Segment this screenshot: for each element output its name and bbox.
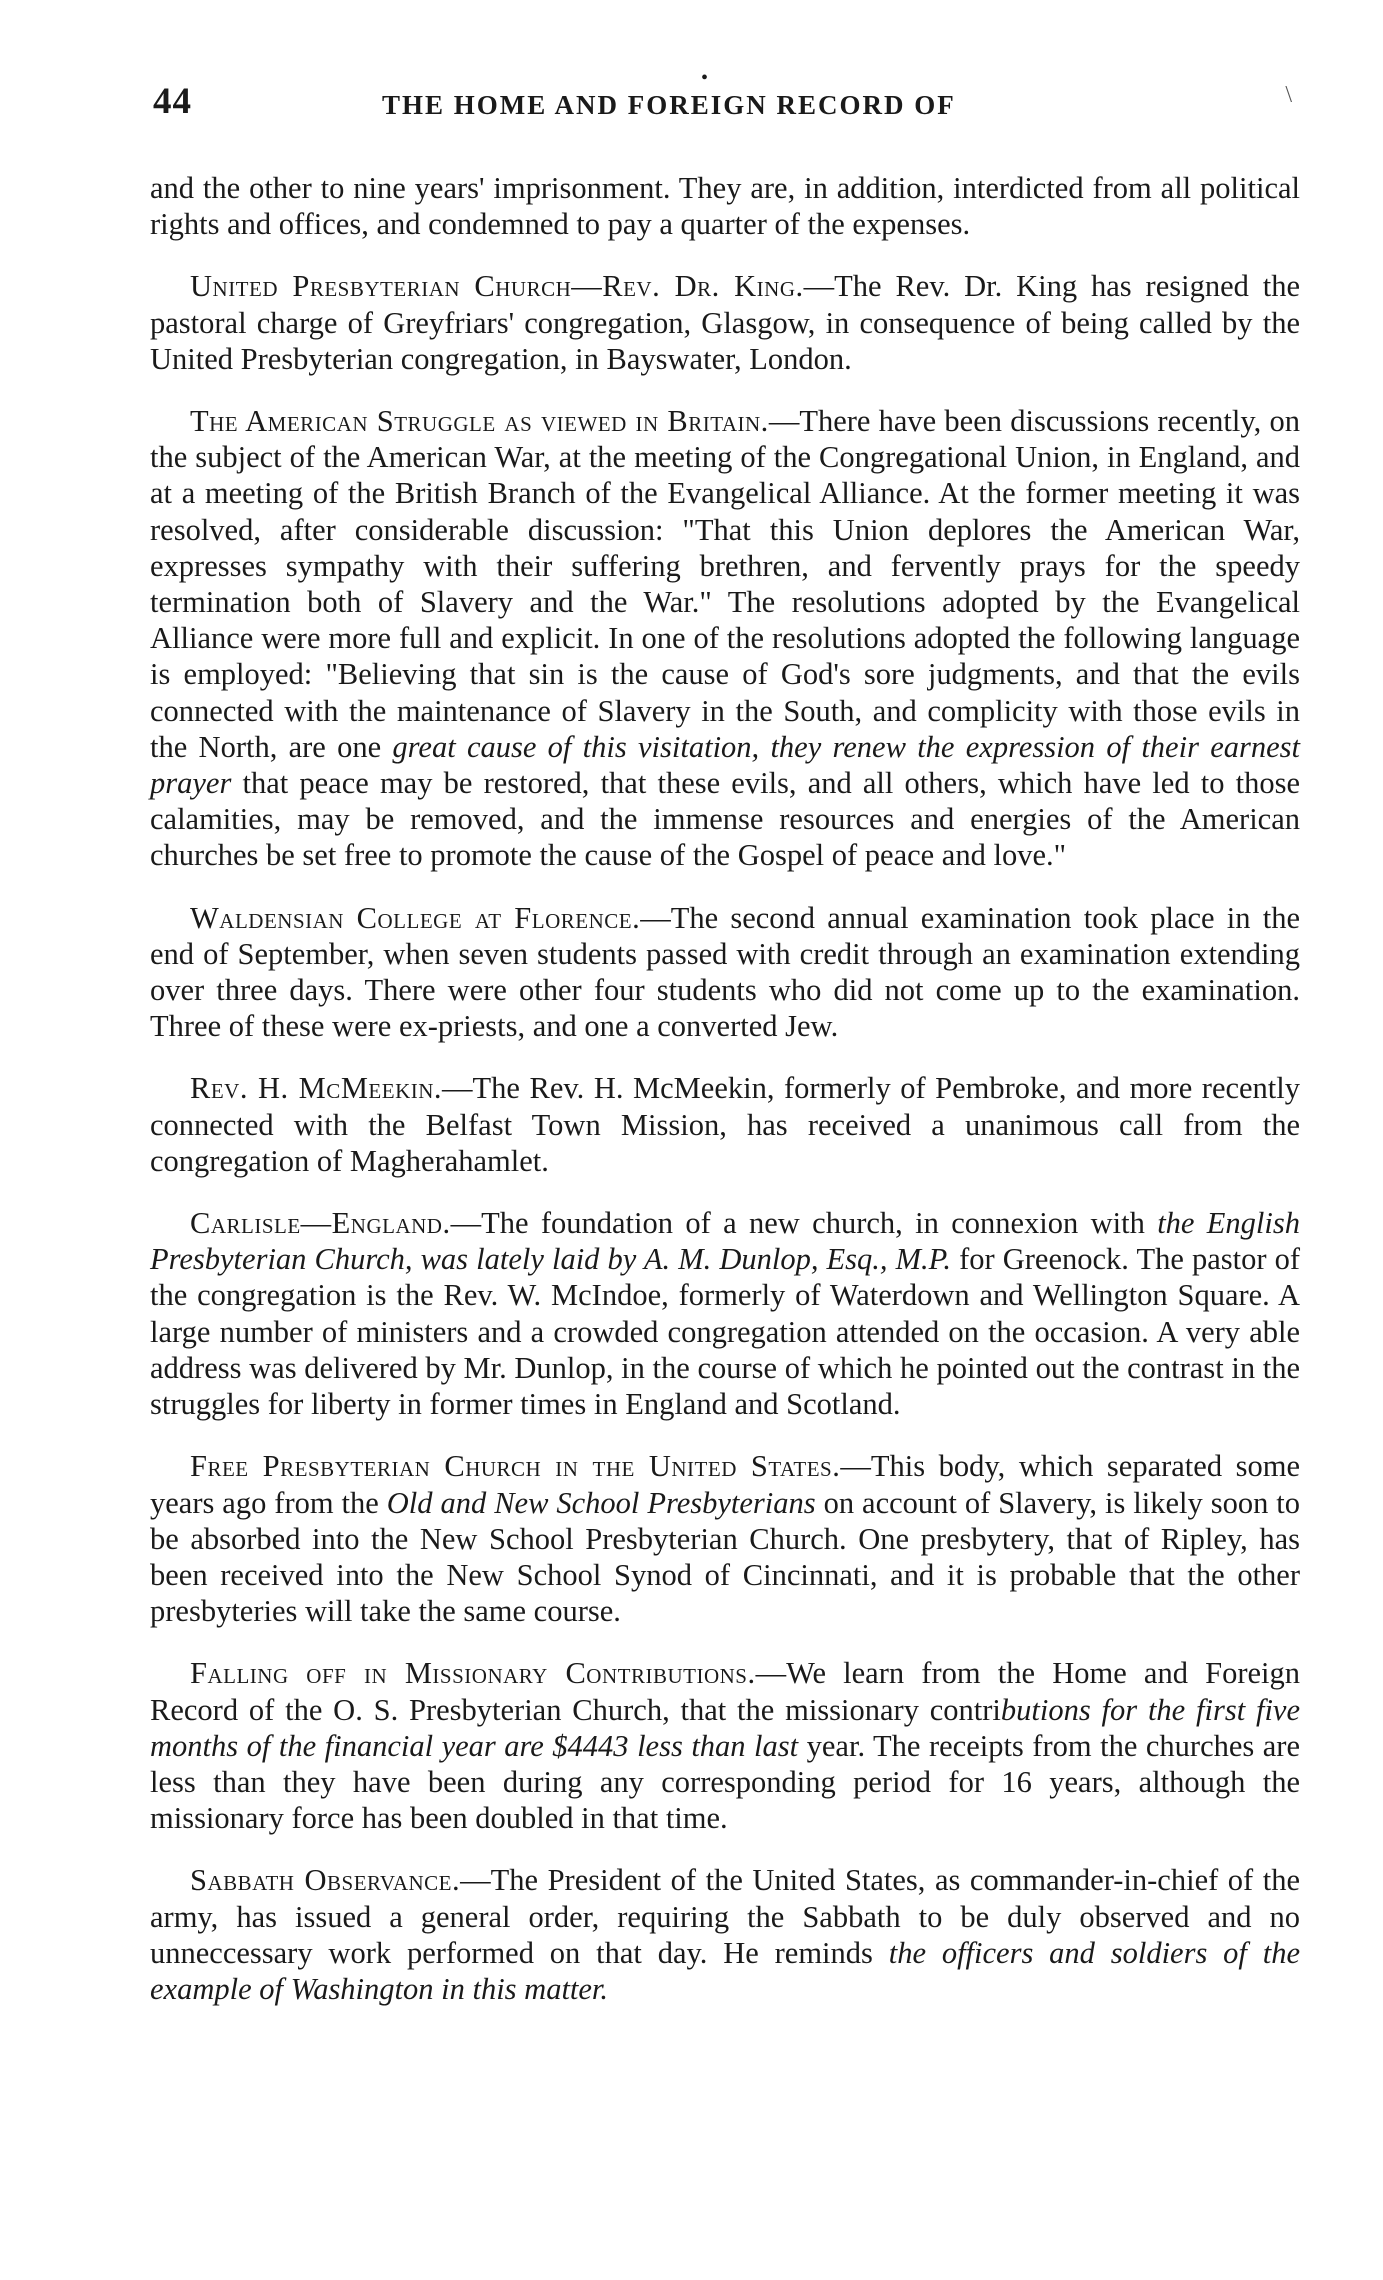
- paragraph-italic-text: Old and New School Presbyterians: [386, 1485, 816, 1520]
- corner-mark: \: [1285, 82, 1292, 108]
- paragraph-waldensian-college: [150, 900, 1300, 1045]
- paragraph-heading: The American Struggle as viewed in Britain.: [190, 404, 769, 439]
- paragraph-continuation: [150, 170, 1300, 242]
- paragraph-heading: Sabbath Observance.: [190, 1863, 461, 1898]
- paragraph-heading: Carlisle—England.: [190, 1206, 451, 1241]
- paragraph-text: —We learn from the Home and Foreign Record of the O. S. Presbyterian Church, that the missionary contri: [150, 1656, 1301, 1727]
- paragraph-text: —This body, which separated some years ago from the: [150, 1449, 1300, 1520]
- running-head: THE HOME AND FOREIGN RECORD OF: [382, 90, 956, 120]
- paragraph-text: —The President of the United States, as commander-in-chief of the army, has issued a general order, requiring the Sabbath to be duly observed and no unneccessary work performed on that day. He reminds: [150, 1863, 1301, 1970]
- paragraph-heading: Rev. H. McMeekin.: [190, 1071, 443, 1106]
- paragraph-text: on account of Slavery, is likely soon to be absorbed into the New School Presbyterian Church. One presbytery, that of Ripley, has been received into the New School Synod of Cincinnati, and it is probable that the other presbyteries will take the same course.: [150, 1485, 1301, 1629]
- paragraph-carlisle: [150, 1205, 1300, 1422]
- paragraph-italic-text: the officers and soldiers of the example of Washington in this matter.: [150, 1935, 1300, 2006]
- paragraph-american-struggle: [150, 403, 1300, 874]
- paragraph-text: —There have been discussions recently, on the subject of the American War, at the meeting of the Congregational Union, in England, and at a meeting of the British Branch of the Evangelical Alliance. At the former meeting it was resolved, after considerable discussion: "That this Union deplores the American War, expresses sympathy with their suffering brethren, and fervently prays for the speedy termination both of Slavery and the War." The resolutions adopted by the Evangelical Alliance were more full and explicit. In one of the resolutions adopted the following language is employed: "Believing that sin is the cause of God's sore judgments, and that the evils connected with the maintenance of Slavery in the South, and complicity with those evils in the North, are one: [150, 404, 1300, 764]
- paragraph-italic-text: the English Presbyterian Church, was lately laid by A. M. Dunlop, Esq., M.P.: [150, 1206, 1300, 1277]
- paragraph-text: for Greenock. The pastor of the congregation is the Rev. W. McIndoe, formerly of Waterdown and Wellington Square. A large number of ministers and a crowded congregation attended on the occasion. A very able address was delivered by Mr. Dunlop, in the course of which he pointed out the contrast in the struggles for liberty in former times in England and Scotland.: [150, 1242, 1301, 1422]
- paragraph-italic-text: butions for the first five months of the financial year are $4443 less than last: [150, 1692, 1301, 1763]
- paragraph-text: that peace may be restored, that these evils, and all others, which have led to those calamities, may be removed, and the immense resources and energies of the American churches be set free to promote the cause of the Gospel of peace and love.": [150, 766, 1300, 873]
- paragraph-text: year. The receipts from the churches are less than they have been during any corresponding period for 16 years, although the missionary force has been doubled in that time.: [150, 1728, 1300, 1836]
- paragraph-heading: Free Presbyterian Church in the United States.: [190, 1449, 841, 1484]
- paragraph-heading: United Presbyterian Church—Rev. Dr. King.: [190, 269, 804, 304]
- paragraph-mcmeekin: [150, 1070, 1300, 1179]
- paragraph-text: —The second annual examination took place in the end of September, when seven students passed with credit through an examination extending over three days. There were other four students who did not come up to the examination. Three of these were ex-priests, and one a converted Jew.: [150, 900, 1301, 1044]
- document-page: [150, 67, 1301, 2033]
- paragraph-text: —The Rev. H. McMeekin, formerly of Pembroke, and more recently connected with the Belfast Town Mission, has received a unanimous call from the congregation of Magherahamlet.: [150, 1071, 1300, 1178]
- paragraph-heading: Falling off in Missionary Contributions.: [190, 1656, 756, 1691]
- paragraph-text: —The Rev. Dr. King has resigned the pastoral charge of Greyfriars' congregation, Glasgow, in consequence of being called by the United Presbyterian congregation, in Bayswater, London.: [150, 269, 1301, 376]
- page-header: [150, 67, 1300, 140]
- page-number: 44: [153, 81, 192, 122]
- paragraph-text: and the other to nine years' imprisonment. They are, in addition, interdicted from all political rights and offices, and condemned to pay a quarter of the expenses.: [150, 171, 1300, 242]
- paragraph-missionary-contributions: [150, 1655, 1300, 1836]
- header-dot: •: [701, 67, 709, 89]
- paragraph-united-presbyterian: [150, 268, 1300, 377]
- paragraph-text: —The foundation of a new church, in connexion with: [450, 1206, 1158, 1241]
- paragraph-italic-text: great cause of this visitation, they renew the expression of their earnest prayer: [150, 729, 1300, 801]
- paragraph-sabbath-observance: [150, 1862, 1300, 2007]
- paragraph-free-presbyterian: [150, 1448, 1300, 1629]
- paragraph-heading: Waldensian College at Florence.: [190, 900, 641, 935]
